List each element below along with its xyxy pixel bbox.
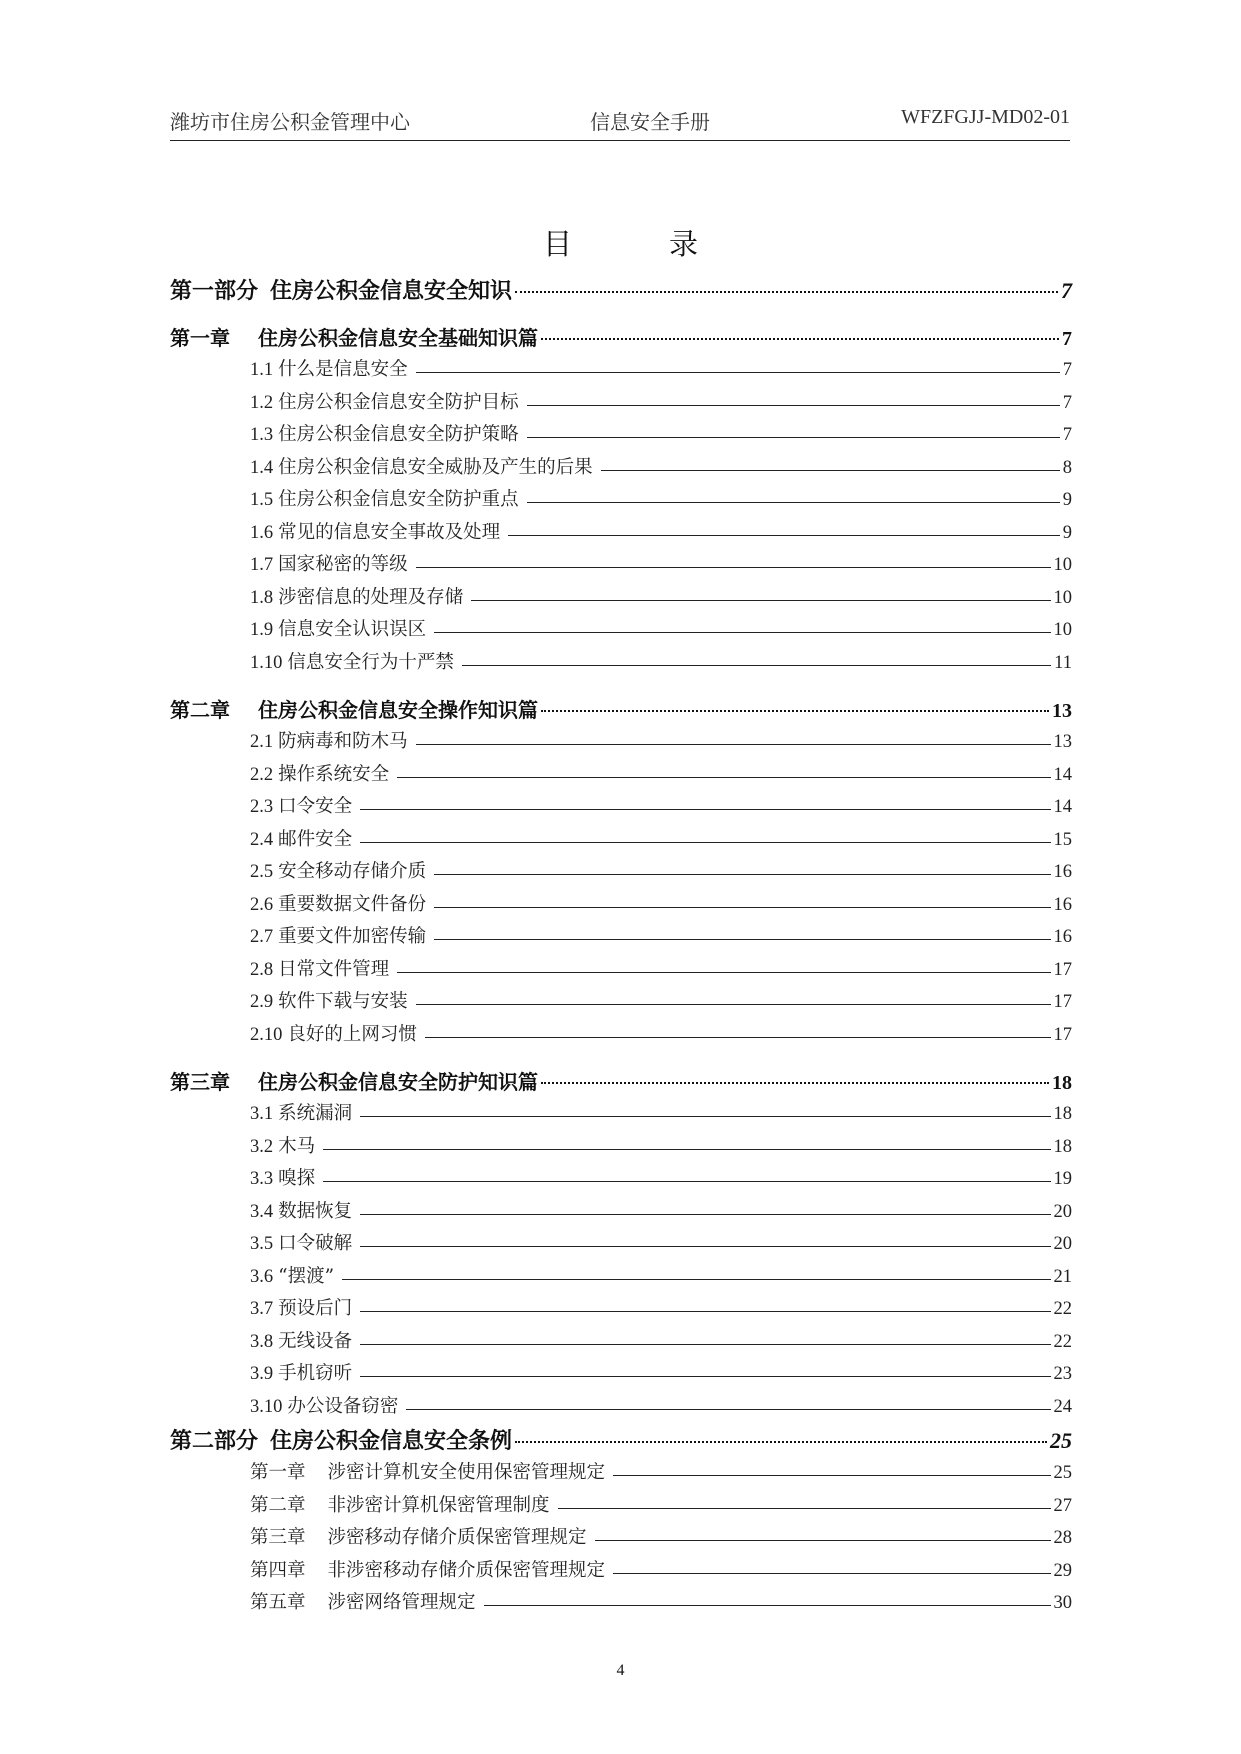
toc-entry-section[interactable] (170, 1164, 1072, 1197)
toc-leader (515, 290, 1058, 293)
toc-entry-title: 住房公积金信息安全条例 (270, 1428, 513, 1454)
toc-entry-title: 手机窃听 (278, 1363, 353, 1384)
toc-entry-label (250, 1099, 352, 1125)
toc-entry-section[interactable] (170, 1099, 1072, 1132)
toc-entry-section[interactable] (170, 550, 1072, 583)
toc-entry-label (250, 1588, 476, 1614)
toc-leader (434, 938, 1050, 940)
toc-entry-section[interactable] (170, 648, 1072, 681)
toc-leader (434, 906, 1050, 908)
toc-entry-page: 25 (1053, 1463, 1072, 1483)
toc-entry-label (250, 1164, 315, 1190)
toc-entry-number: 2.5 (250, 862, 274, 882)
toc-entry-title: 涉密计算机安全使用保密管理规定 (327, 1462, 606, 1483)
toc-leader (360, 1343, 1050, 1345)
toc-entry-page: 21 (1053, 1266, 1072, 1287)
toc-entry-number: 2.2 (250, 764, 274, 785)
toc-entry-label (250, 1458, 605, 1484)
toc-entry-section[interactable] (170, 1020, 1072, 1053)
toc-entry-page: 17 (1053, 959, 1072, 980)
toc-entry-section[interactable] (170, 890, 1072, 923)
toc-leader (416, 743, 1051, 745)
toc-leader (360, 1375, 1050, 1377)
toc-entry-title: 日常文件管理 (278, 958, 390, 980)
toc-entry-section[interactable] (170, 485, 1072, 518)
page-number: 4 (616, 1662, 625, 1679)
toc-entry-title: 操作系统安全 (278, 763, 390, 785)
toc-entry-section[interactable] (170, 987, 1072, 1020)
toc-entry-label (250, 355, 408, 381)
toc-entry-title: 防病毒和防木马 (278, 731, 408, 752)
toc-entry-number: 3.9 (250, 1364, 274, 1384)
toc-entry-title: 住房公积金信息安全防护策略 (278, 424, 519, 445)
toc-entry-number: 1.2 (250, 392, 274, 413)
toc-entry-label (250, 1262, 334, 1288)
toc-entry-chapter[interactable] (170, 322, 1072, 355)
toc-entry-page: 10 (1053, 587, 1072, 608)
toc-entry-number: 第二部分 (170, 1428, 259, 1454)
toc-entry-number: 1.7 (250, 555, 274, 575)
toc-leader (416, 1003, 1051, 1005)
toc-entry-page: 7 (1062, 392, 1072, 413)
toc-entry-page: 7 (1062, 360, 1072, 380)
toc-entry-label (250, 518, 500, 544)
toc-entry-number: 3.5 (250, 1234, 274, 1254)
toc-entry-page: 23 (1053, 1364, 1072, 1384)
toc-entry-article[interactable] (170, 1491, 1072, 1524)
toc-entry-section[interactable] (170, 615, 1072, 648)
toc-entry-part[interactable] (170, 274, 1072, 308)
toc-entry-page: 22 (1053, 1331, 1072, 1352)
toc-entry-label (250, 727, 408, 753)
toc-leader (323, 1148, 1050, 1150)
toc-entry-title: 预设后门 (278, 1298, 353, 1319)
toc-entry-label (170, 274, 512, 305)
toc-entry-number: 2.9 (250, 992, 274, 1012)
toc-entry-title: 口令安全 (278, 796, 353, 817)
toc-entry-number: 1.1 (250, 360, 274, 380)
toc-entry-article[interactable] (170, 1556, 1072, 1589)
toc-entry-title: 国家秘密的等级 (278, 554, 408, 575)
toc-entry-page: 18 (1053, 1104, 1072, 1124)
toc-entry-label (170, 1066, 538, 1095)
toc-entry-article[interactable] (170, 1523, 1072, 1556)
toc-leader (360, 841, 1050, 843)
toc-entry-page: 8 (1062, 457, 1072, 478)
toc-entry-number: 1.8 (250, 587, 274, 608)
toc-entry-page: 24 (1053, 1396, 1072, 1417)
page-header (170, 106, 1070, 141)
toc-entry-label (250, 1294, 352, 1320)
header-document-code: WFZFGJJ-MD02-01 (901, 106, 1070, 128)
toc-entry-label (250, 1491, 550, 1517)
toc-leader (425, 1036, 1051, 1038)
toc-entry-page: 27 (1053, 1495, 1072, 1516)
toc-entry-section[interactable] (170, 760, 1072, 793)
toc-entry-section[interactable] (170, 1392, 1072, 1425)
toc-entry-page: 7 (1062, 328, 1072, 350)
toc-leader (360, 1213, 1050, 1215)
toc-leader (360, 808, 1050, 810)
toc-entry-number: 3.6 (250, 1266, 274, 1287)
toc-entry-title: 系统漏洞 (278, 1103, 353, 1124)
toc-entry-title: 住房公积金信息安全知识 (270, 278, 513, 304)
toc-entry-page: 25 (1050, 1428, 1072, 1453)
toc-entry-page: 16 (1053, 927, 1072, 947)
toc-entry-label (250, 760, 389, 786)
toc-entry-section[interactable] (170, 1197, 1072, 1230)
toc-entry-title: 什么是信息安全 (278, 359, 408, 380)
toc-entry-title: 嗅探 (278, 1168, 316, 1189)
toc-entry-title: 常见的信息安全事故及处理 (278, 521, 501, 543)
toc-entry-label (250, 1327, 352, 1353)
toc-entry-title: 重要文件加密传输 (278, 926, 427, 947)
toc-leader (406, 1408, 1050, 1410)
toc-entry-page: 18 (1052, 1072, 1072, 1094)
toc-entry-number: 1.9 (250, 620, 274, 640)
toc-leader (541, 1081, 1049, 1084)
toc-entry-number: 第二章 (250, 1495, 306, 1516)
toc-entry-number: 3.10 (250, 1396, 283, 1417)
toc-entry-label (250, 1020, 417, 1046)
toc-entry-title: 住房公积金信息安全操作知识篇 (258, 698, 538, 722)
toc-entry-title: 非涉密移动存储介质保密管理规定 (327, 1559, 606, 1581)
toc-entry-label (250, 1132, 315, 1158)
toc-entry-page: 13 (1052, 700, 1072, 722)
toc-entry-section[interactable] (170, 355, 1072, 388)
toc-entry-page: 10 (1053, 620, 1072, 640)
toc-leader (601, 469, 1060, 471)
toc-entry-label (250, 987, 408, 1013)
toc-leader (434, 873, 1050, 875)
toc-leader (360, 1310, 1050, 1312)
toc-entry-title: 数据恢复 (278, 1200, 353, 1222)
toc-entry-number: 2.3 (250, 797, 274, 817)
toc-entry-title: 涉密移动存储介质保密管理规定 (327, 1527, 587, 1548)
toc-leader (515, 1440, 1047, 1443)
toc-entry-section[interactable] (170, 955, 1072, 988)
toc-entry-section[interactable] (170, 922, 1072, 955)
toc-entry-title: 信息安全行为十严禁 (287, 651, 454, 673)
toc-entry-number: 1.10 (250, 652, 283, 673)
toc-leader (558, 1507, 1051, 1509)
toc-entry-number: 第四章 (250, 1560, 306, 1581)
toc-entry-label (250, 1197, 352, 1223)
toc-entry-page: 11 (1054, 652, 1072, 673)
toc-entry-section[interactable] (170, 1359, 1072, 1392)
toc-entry-title: 住房公积金信息安全防护知识篇 (258, 1070, 538, 1094)
toc-entry-page: 14 (1053, 764, 1072, 785)
toc-entry-title: 住房公积金信息安全威胁及产生的后果 (278, 456, 593, 478)
toc-entry-number: 3.3 (250, 1169, 274, 1189)
toc-entry-page: 28 (1053, 1528, 1072, 1548)
toc-entry-number: 3.8 (250, 1331, 274, 1352)
toc-entry-page: 7 (1062, 425, 1072, 445)
toc-entry-title: 重要数据文件备份 (278, 893, 427, 915)
toc-leader (342, 1278, 1050, 1280)
toc-entry-page: 20 (1053, 1201, 1072, 1222)
toc-entry-number: 第五章 (250, 1593, 306, 1613)
toc-entry-page: 17 (1053, 992, 1072, 1012)
toc-entry-number: 3.4 (250, 1201, 274, 1222)
toc-entry-number: 2.10 (250, 1024, 283, 1045)
toc-entry-title: 信息安全认识误区 (278, 619, 427, 640)
toc-entry-label (250, 890, 426, 916)
toc-entry-title: 住房公积金信息安全防护重点 (278, 489, 519, 510)
toc-entry-title: 涉密网络管理规定 (327, 1592, 476, 1613)
toc-entry-number: 2.7 (250, 927, 274, 947)
toc-leader (595, 1539, 1051, 1541)
toc-entry-page: 20 (1053, 1234, 1072, 1254)
toc-entry-section[interactable] (170, 1294, 1072, 1327)
toc-entry-number: 1.6 (250, 522, 274, 543)
toc-entry-number: 3.2 (250, 1136, 274, 1157)
toc-entry-page: 18 (1053, 1136, 1072, 1157)
toc-entry-section[interactable] (170, 518, 1072, 551)
toc-entry-chapter[interactable] (170, 694, 1072, 727)
toc-entry-label (250, 1556, 605, 1582)
toc-entry-article[interactable] (170, 1588, 1072, 1621)
toc-entry-page: 9 (1062, 490, 1072, 510)
toc-entry-section[interactable] (170, 1229, 1072, 1262)
toc-leader (541, 709, 1049, 712)
toc-entry-label (250, 1229, 352, 1255)
toc-leader (397, 776, 1050, 778)
toc-entry-title: “摆渡” (278, 1265, 335, 1287)
toc-entry-number: 第一章 (170, 326, 230, 350)
toc-entry-number: 3.7 (250, 1299, 274, 1319)
toc-leader (323, 1180, 1050, 1182)
toc-entry-number: 2.4 (250, 829, 274, 850)
toc-entry-label (250, 583, 463, 609)
toc-entry-label (250, 550, 408, 576)
toc-entry-section[interactable] (170, 420, 1072, 453)
toc-entry-page: 16 (1053, 862, 1072, 882)
toc-leader (462, 664, 1051, 666)
toc-leader (434, 631, 1050, 633)
toc-entry-label (250, 792, 352, 818)
toc-entry-page: 9 (1062, 522, 1072, 543)
toc-entry-number: 1.3 (250, 425, 274, 445)
header-document-title: 信息安全手册 (590, 110, 710, 134)
toc-entry-title: 住房公积金信息安全基础知识篇 (258, 326, 538, 350)
toc-entry-label (250, 922, 426, 948)
toc-entry-page: 15 (1053, 829, 1072, 850)
toc-entry-title: 木马 (278, 1135, 316, 1157)
toc-entry-label (250, 388, 519, 414)
toc-title: 目 录 (542, 227, 732, 261)
toc-entry-label (250, 420, 519, 446)
toc-entry-section[interactable] (170, 1262, 1072, 1295)
toc-entry-label (250, 1523, 587, 1549)
toc-leader (527, 404, 1060, 406)
toc-entry-page: 30 (1053, 1593, 1072, 1613)
toc-entry-title: 无线设备 (278, 1330, 353, 1352)
toc-leader (508, 534, 1060, 536)
toc-entry-label (250, 648, 454, 674)
toc-leader (613, 1474, 1050, 1476)
toc-entry-section[interactable] (170, 388, 1072, 421)
toc-entry-number: 2.6 (250, 894, 274, 915)
toc-entry-page: 14 (1053, 797, 1072, 817)
toc-entry-number: 第三章 (250, 1528, 306, 1548)
toc-entry-label (250, 615, 426, 641)
toc-entry-number: 第三章 (170, 1070, 230, 1094)
toc-entry-label (170, 322, 538, 351)
toc-leader (360, 1245, 1050, 1247)
toc-entry-label (170, 1424, 512, 1455)
toc-entry-part[interactable] (170, 1424, 1072, 1458)
toc-entry-number: 1.4 (250, 457, 274, 478)
toc-entry-label (250, 1359, 352, 1385)
toc-leader (541, 337, 1059, 340)
toc-entry-label (170, 694, 538, 723)
toc-entry-title: 涉密信息的处理及存储 (278, 586, 464, 608)
toc-entry-page: 7 (1061, 278, 1072, 303)
toc-entry-page: 16 (1053, 894, 1072, 915)
toc-entry-page: 10 (1053, 555, 1072, 575)
toc-entry-section[interactable] (170, 1132, 1072, 1165)
toc-entry-label (250, 485, 519, 511)
toc-leader (360, 1115, 1050, 1117)
toc-entry-page: 22 (1053, 1299, 1072, 1319)
toc-entry-page: 19 (1053, 1169, 1072, 1189)
toc-leader (613, 1572, 1050, 1574)
toc-leader (527, 501, 1060, 503)
toc-leader (527, 436, 1060, 438)
toc-entry-section[interactable] (170, 825, 1072, 858)
toc-entry-title: 安全移动存储介质 (278, 861, 427, 882)
toc-entry-title: 非涉密计算机保密管理制度 (327, 1494, 550, 1516)
toc-entry-section[interactable] (170, 792, 1072, 825)
toc-entry-label (250, 825, 352, 851)
toc-entry-number: 第一部分 (170, 278, 259, 304)
toc-leader (416, 566, 1051, 568)
toc-leader (416, 371, 1060, 373)
toc-entry-title: 口令破解 (278, 1233, 353, 1254)
toc-entry-number: 第一章 (250, 1463, 306, 1483)
table-of-contents (170, 274, 1072, 1621)
toc-entry-number: 第二章 (170, 698, 230, 722)
toc-entry-number: 1.5 (250, 490, 274, 510)
toc-entry-title: 邮件安全 (278, 828, 353, 850)
toc-leader (471, 599, 1050, 601)
toc-entry-chapter[interactable] (170, 1066, 1072, 1099)
toc-entry-page: 17 (1053, 1024, 1072, 1045)
toc-entry-section[interactable] (170, 453, 1072, 486)
toc-entry-page: 13 (1053, 732, 1072, 752)
toc-entry-section[interactable] (170, 1327, 1072, 1360)
toc-entry-page: 29 (1053, 1560, 1072, 1581)
toc-entry-title: 良好的上网习惯 (287, 1023, 417, 1045)
toc-entry-label (250, 453, 593, 479)
toc-entry-title: 住房公积金信息安全防护目标 (278, 391, 519, 413)
toc-entry-label (250, 1392, 398, 1418)
toc-entry-number: 2.8 (250, 959, 274, 980)
toc-entry-section[interactable] (170, 583, 1072, 616)
toc-entry-title: 软件下载与安装 (278, 991, 408, 1012)
toc-leader (484, 1604, 1051, 1606)
toc-leader (397, 971, 1050, 973)
toc-entry-number: 3.1 (250, 1104, 274, 1124)
toc-entry-section[interactable] (170, 727, 1072, 760)
toc-entry-title: 办公设备窃密 (287, 1395, 399, 1417)
toc-entry-label (250, 857, 426, 883)
toc-entry-number: 2.1 (250, 732, 274, 752)
header-organization: 潍坊市住房公积金管理中心 (170, 110, 410, 134)
toc-entry-section[interactable] (170, 857, 1072, 890)
toc-entry-article[interactable] (170, 1458, 1072, 1491)
toc-entry-label (250, 955, 389, 981)
